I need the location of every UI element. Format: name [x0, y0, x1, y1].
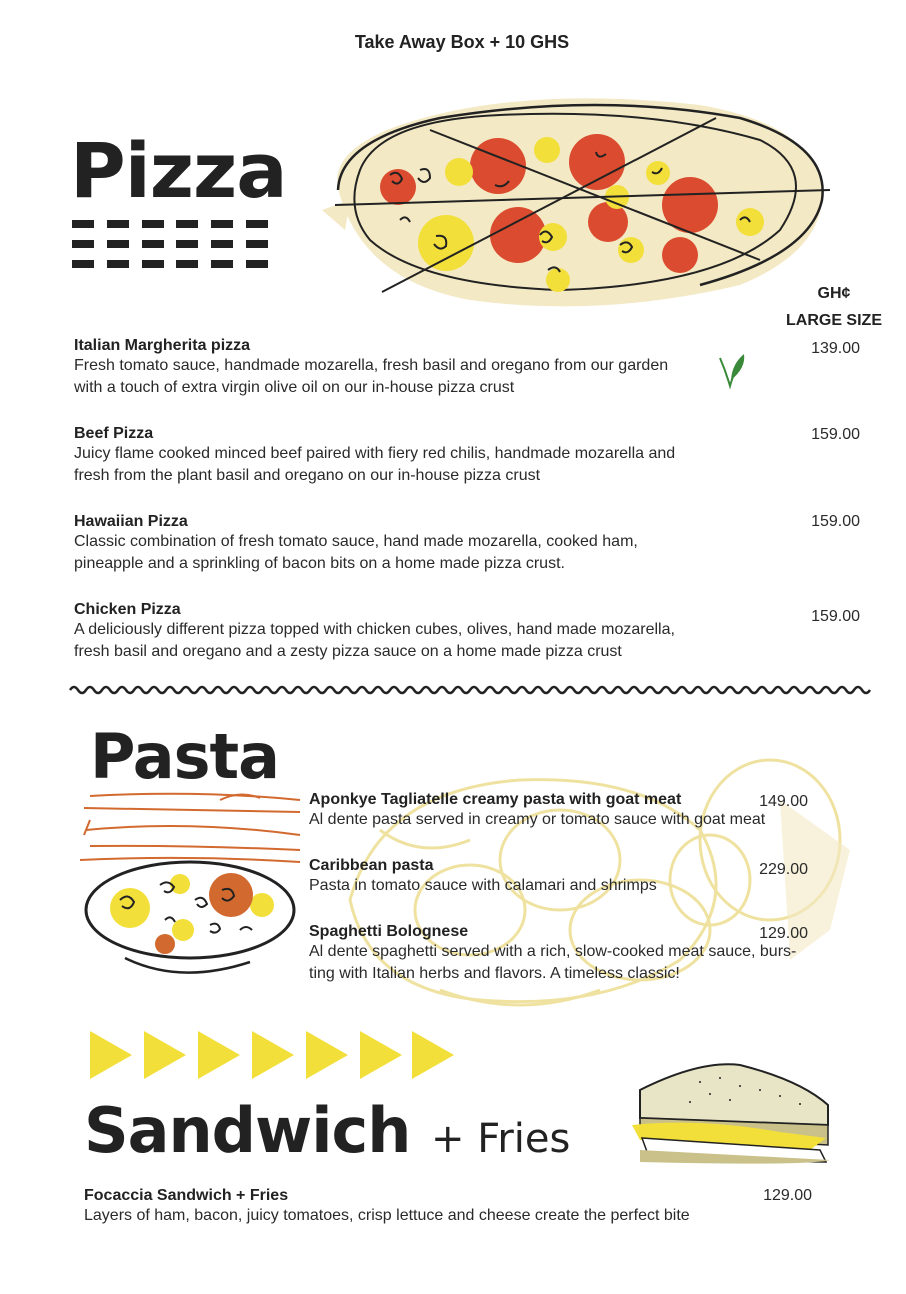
item-description: Juicy flame cooked minced beef paired with fiery red chilis, handmade mozarella and — [74, 445, 676, 462]
sandwich-title-text: Sandwich — [84, 1094, 411, 1167]
item-description: Al dente spaghetti served with a rich, slow-cooked meat sauce, burs- — [309, 943, 797, 960]
item-description: Pasta in tomato sauce with calamari and shrimps — [309, 877, 657, 894]
item-description: Fresh tomato sauce, handmade mozarella, fresh basil and oregano from our garden — [74, 357, 669, 374]
item-name: Aponkye Tagliatelle creamy pasta with goat meat — [309, 791, 682, 808]
takeaway-note: Take Away Box + 10 GHS — [354, 32, 570, 52]
item-description: fresh basil and oregano and a zesty pizza sauce on a home made pizza crust — [74, 643, 622, 660]
item-description: with a touch of extra virgin olive oil on our in-house pizza crust — [74, 379, 515, 396]
pasta-section-title: Pasta — [90, 720, 279, 793]
item-description: Layers of ham, bacon, juicy tomatoes, crisp lettuce and cheese create the perfect bite — [84, 1207, 690, 1224]
sandwich-subtitle: + Fries — [431, 1116, 571, 1162]
item-name: Beef Pizza — [74, 425, 154, 442]
size-label: LARGE SIZE — [785, 312, 882, 329]
item-name: Spaghetti Bolognese — [309, 923, 469, 940]
item-name: Italian Margherita pizza — [74, 337, 251, 354]
item-name: Caribbean pasta — [309, 857, 434, 874]
item-name: Chicken Pizza — [74, 601, 181, 618]
item-price: 159.00 — [811, 608, 860, 625]
item-price: 129.00 — [759, 925, 808, 942]
item-price: 129.00 — [763, 1187, 812, 1204]
item-price: 139.00 — [811, 340, 860, 357]
item-price: 149.00 — [759, 793, 808, 810]
item-description: fresh from the plant basil and oregano on our in-house pizza crust — [74, 467, 541, 484]
item-name: Hawaiian Pizza — [74, 513, 188, 530]
currency-label: GH¢ — [817, 285, 851, 302]
pizza-section-title: Pizza — [70, 126, 287, 215]
item-name: Focaccia Sandwich + Fries — [84, 1187, 289, 1204]
item-description: A deliciously different pizza topped with chicken cubes, olives, hand made mozarella, — [74, 621, 675, 638]
item-price: 229.00 — [759, 861, 808, 878]
item-description: Al dente pasta served in creamy or tomato sauce with goat meat — [309, 811, 766, 828]
item-description: pineapple and a sprinkling of bacon bits on a home made pizza crust. — [74, 555, 565, 572]
item-price: 159.00 — [811, 513, 860, 530]
menu-item — [84, 1187, 784, 1227]
item-price: 159.00 — [811, 426, 860, 443]
item-description: Classic combination of fresh tomato sauce, hand made mozarella, cooked ham, — [74, 533, 638, 550]
item-description: ting with Italian herbs and flavors. A timeless classic! — [309, 965, 680, 982]
